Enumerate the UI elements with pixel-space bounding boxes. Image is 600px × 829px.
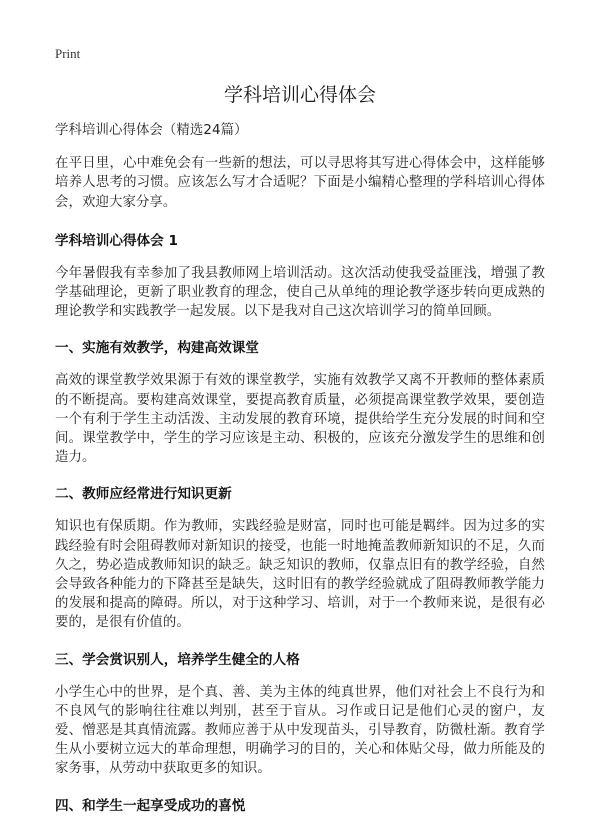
section-heading-4: 四、和学生一起享受成功的喜悦 [55,797,246,814]
print-link[interactable]: Print [55,46,81,61]
article-opening-paragraph: 今年暑假我有幸参加了我县教师网上培训活动。这次活动使我受益匪浅，增强了教学基础理论，更新了职业教育的理念，使自己从单纯的理论教学逐步转向更成熟的理论教学和实践教学一起发展。以下是我对自己这次培训学习的简单回顾。 [55,265,545,320]
section-heading-3: 三、学会赏识别人，培养学生健全的人格 [55,651,300,668]
section-heading-1: 一、实施有效教学，构建高效课堂 [55,340,259,357]
section-paragraph-3: 小学生心中的世界，是个真、善、美为主体的纯真世界，他们对社会上不良行为和不良风气的影响往往难以判别，甚至于盲从。习作或日记是他们心灵的窗户，友爱、憎恶是其真情流露。教师应善于从中发现苗头，引导教育，防微杜渐。教育学生从小要树立远大的革命理想，明确学习的目的，关心和体贴父母，做力所能及的家务事，从劳动中获取更多的知识。 [55,684,545,777]
section-paragraph-1: 高效的课堂教学效果源于有效的课堂教学，实施有效教学又离不开教师的整体素质的不断提高。要构建高效课堂，要提高教育质量，必须提高课堂教学效果，要创造一个有利于学生主动活泼、主动发展的教育环境，提供给学生充分发展的时间和空间。课堂教学中，学生的学习应该是主动、积极的，应该充分激发学生的思维和创造力。 [55,373,545,466]
article-heading: 学科培训心得体会 1 [55,232,178,249]
document-subtitle: 学科培训心得体会（精选24篇） [55,123,248,138]
section-heading-2: 二、教师应经常进行知识更新 [55,486,232,503]
document-content [55,121,545,829]
intro-paragraph: 在平日里，心中难免会有一些新的想法，可以寻思将其写进心得体会中，这样能够培养人思考的习惯。应该怎么写才合适呢？下面是小编精心整理的学科培训心得体会，欢迎大家分享。 [55,156,545,210]
page-title: 学科培训心得体会 [223,84,376,106]
section-paragraph-2: 知识也有保质期。作为教师，实践经验是财富，同时也可能是羁绊。因为过多的实践经验有时会阻碍教师对新知识的接受，也能一时地掩盖教师新知识的不足，久而久之，势必造成教师知识的缺乏。缺乏知识的教师，仅靠点旧有的教学经验，自然会导致各种能力的下降甚至是缺失，这时旧有的教学经验就成了阻碍教师教学能力的发展和提高的障碍。所以，对于这种学习、培训，对于一个教师来说，是很有必要的，是很有价值的。 [55,519,545,631]
